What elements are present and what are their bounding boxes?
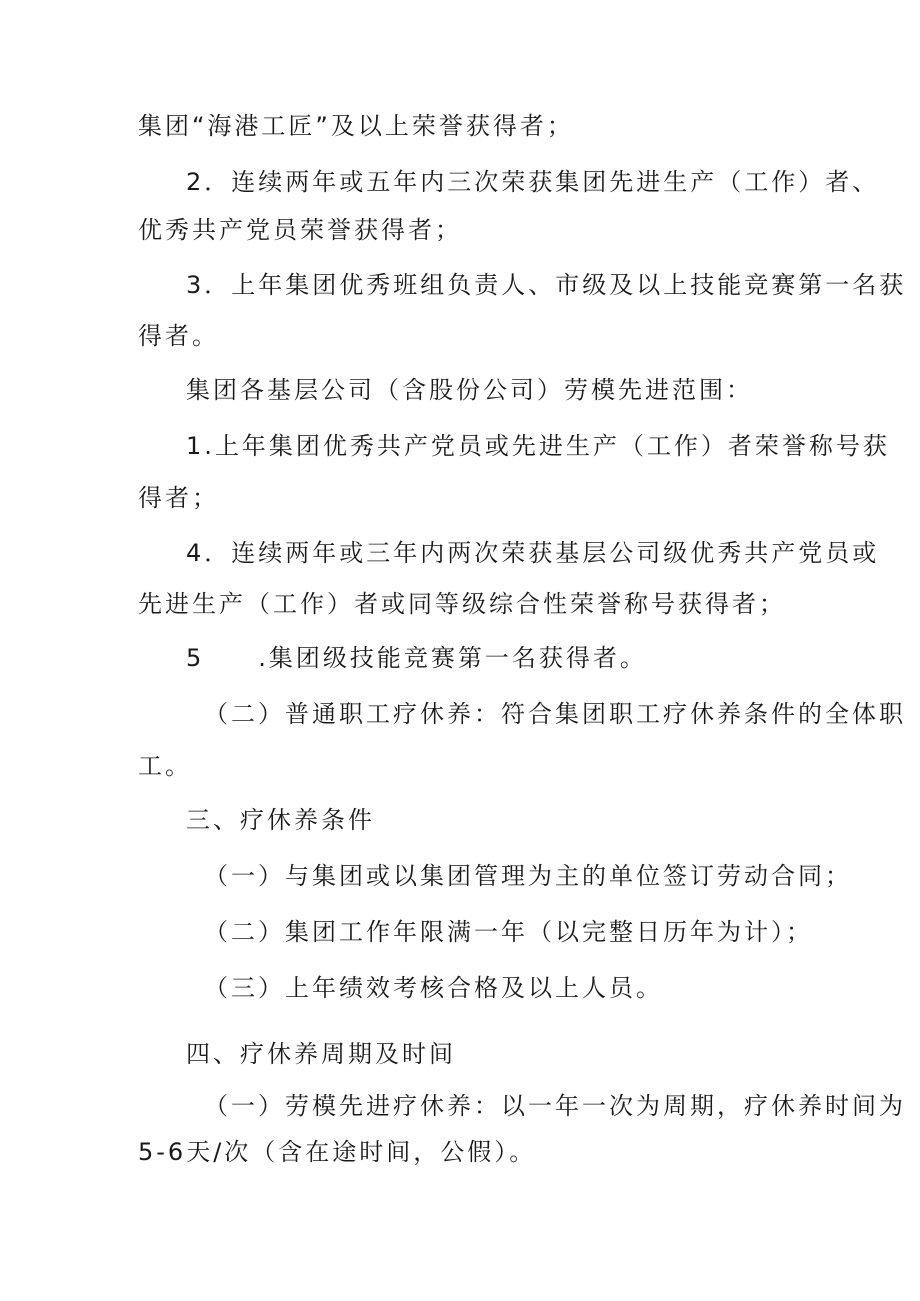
text-line: 5-6天/次（含在途时间，公假）。 [138, 1138, 537, 1166]
text-line: 优秀共产党员荣誉获得者； [138, 216, 462, 244]
text-line: 2．连续两年或五年内三次荣获集团先进生产（工作）者、 [186, 168, 880, 196]
text-line: 3．上年集团优秀班组负责人、市级及以上技能竞赛第一名获 [186, 271, 907, 299]
text-line: 工。 [138, 752, 192, 780]
text-line: （三）上年绩效考核合格及以上人员。 [204, 974, 663, 1002]
text-line: （二）集团工作年限满一年（以完整日历年为计）； [204, 918, 813, 946]
section-heading: 四、疗休养周期及时间 [186, 1040, 456, 1068]
text-line: （二）普通职工疗休养：符合集团职工疗休养条件的全体职 [204, 700, 906, 728]
text-line: 4．连续两年或三年内两次荣获基层公司级优秀共产党员或 [186, 539, 880, 567]
text-line: 5 .集团级技能竞赛第一名获得者。 [186, 644, 647, 672]
text-line: （一）与集团或以集团管理为主的单位签订劳动合同； [204, 862, 852, 890]
text-line: 集团“海港工匠”及以上荣誉获得者； [138, 112, 574, 140]
text-line: 先进生产（工作）者或同等级综合性荣誉称号获得者； [138, 590, 786, 618]
section-heading: 三、疗休养条件 [186, 806, 375, 834]
text-line: 1.上年集团优秀共产党员或先进生产（工作）者荣誉称号获 [186, 432, 890, 460]
text-line: 得者； [138, 484, 219, 512]
text-line: 集团各基层公司（含股份公司）劳模先进范围： [186, 376, 753, 404]
text-line: 得者。 [138, 322, 219, 350]
text-line: （一）劳模先进疗休养：以一年一次为周期，疗休养时间为 [204, 1092, 906, 1120]
